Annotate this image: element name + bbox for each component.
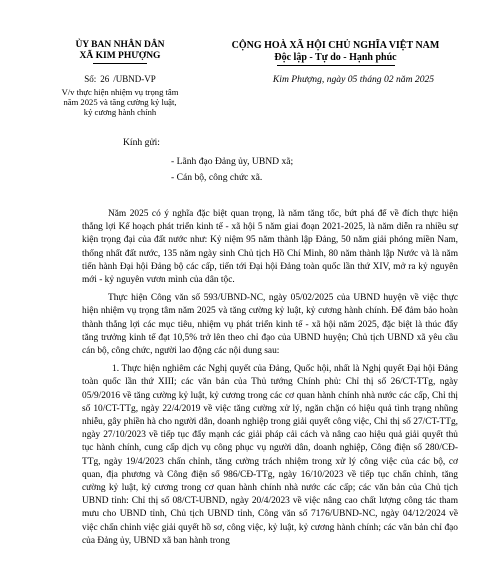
place-and-date: Kim Phượng, ngày 05 tháng 02 năm 2025 bbox=[272, 74, 435, 85]
national-header-block bbox=[213, 40, 458, 86]
body-paragraph: Thực hiện Công văn số 593/UBND-NC, ngày 05/02/2025 của UBND huyện về việc thực hiện nhiệm vụ trọng tâm năm 2025 và tăng cường kỷ luật, kỷ cương hành chính. Để đảm bảo hoàn thành thắng lợi các mục tiêu, nhiệm vụ phát triển kinh tế - xã hội năm 2025, đặc biệt là thúc đẩy tăng trưởng kinh tế đạt 10,5% trở lên theo chỉ đạo của UBND huyện; Chủ tịch UBND xã yêu cầu cán bộ, công chức, người lao động các nội dung sau: bbox=[82, 293, 458, 357]
national-title: CỘNG HOÀ XÃ HỘI CHỦ NGHĨA VIỆT NAM bbox=[231, 40, 440, 51]
recipient-item: - Lãnh đạo Đảng ủy, UBND xã; bbox=[171, 156, 294, 167]
recipient-item: - Cán bộ, công chức xã. bbox=[171, 172, 263, 183]
subject-line: V/v thực hiện nhiệm vụ trọng tâm bbox=[61, 87, 179, 97]
agency-name-line1: ỦY BAN NHÂN DÂN bbox=[75, 40, 165, 50]
recipients-label: Kính gửi: bbox=[123, 137, 160, 148]
issuing-agency-block bbox=[40, 40, 200, 117]
document-body bbox=[82, 208, 458, 553]
agency-name-line2: XÃ KIM PHƯỢNG bbox=[79, 51, 161, 61]
body-paragraph: Năm 2025 có ý nghĩa đặc biệt quan trọng, là năm tăng tốc, bứt phá để về đích thực hiện thắng lợi Kế hoạch phát triển kinh tế - xã hội 5 năm giai đoạn 2021-2025, là năm diễn ra nhiều sự kiện trọng đại của đất nước như: Kỷ niệm 95 năm thành lập Đảng, 50 năm giải phóng miền Nam, thống nhất đất nước, 135 năm ngày sinh Chủ tịch Hồ Chí Minh, 80 năm thành lập Nước và là năm tiến hành Đại hội Đảng bộ các cấp, tiến tới Đại hội Đảng toàn quốc lần thứ XIV, mở ra kỷ nguyên mới - kỷ nguyên vươn mình của dân tộc. bbox=[82, 209, 458, 286]
national-motto: Độc lập - Tự do - Hạnh phúc bbox=[274, 52, 397, 63]
body-paragraph-item-1: 1. Thực hiện nghiêm các Nghị quyết của Đảng, Quốc hội, nhất là Nghị quyết Đại hội Đảng toàn quốc lần thứ XIII; các văn bản của Thủ tướng Chính phủ: Chỉ thị số 26/CT-TTg, ngày 05/9/2016 về tăng cường kỷ luật, kỷ cương trong các cơ quan hành chính nhà nước các cấp, Chỉ thị số 10/CT-TTg, ngày 22/4/2019 về việc tăng cường xử lý, ngăn chặn có hiệu quả tình trạng nhũng nhiễu, gây phiền hà cho người dân, doanh nghiệp trong giải quyết công việc, Chỉ thị số 27/CT-TTg, ngày 27/10/2023 về tiếp tục đẩy mạnh các giải pháp cải cách và nâng cao hiệu quả giải quyết thủ tục hành chính, cung cấp dịch vụ công phục vụ người dân, doanh nghiệp, Công điện số 280/CĐ-TTg, ngày 19/4/2023 chấn chỉnh, tăng cường trách nhiệm trong xử lý công việc của các bộ, cơ quan, địa phương và Công điện số 986/CĐ-TTg, ngày 16/10/2023 về tiếp tục chấn chỉnh, tăng cường kỷ luật, kỷ cương trong cơ quan hành chính nhà nước các cấp; các văn bản của Chủ tịch UBND tỉnh: Chỉ thị số 08/CT-UBND, ngày 20/4/2023 về việc nâng cao chất lượng công tác tham mưu cho UBND tỉnh, Chủ tịch UBND tỉnh, Công văn số 7176/UBND-NC, ngày 04/12/2024 về việc chấn chỉnh việc giải quyết hồ sơ, công việc, kỷ luật, kỷ cương hành chính; các văn bản chỉ đạo của Đảng ủy, UBND xã ban hành trong bbox=[82, 364, 458, 546]
recipients-block bbox=[123, 136, 293, 187]
document-number-label: Số: bbox=[84, 74, 97, 84]
subject-line: kỷ cương hành chính bbox=[83, 107, 157, 117]
subject-line: năm 2025 và tăng cường kỷ luật, bbox=[63, 97, 177, 107]
document-number-suffix: /UBND-VP bbox=[113, 74, 156, 84]
document-number bbox=[40, 74, 200, 85]
document-number-value: 26 bbox=[100, 74, 110, 84]
motto-underline bbox=[277, 65, 395, 66]
agency-underline bbox=[93, 63, 147, 64]
document-subject bbox=[40, 87, 200, 117]
